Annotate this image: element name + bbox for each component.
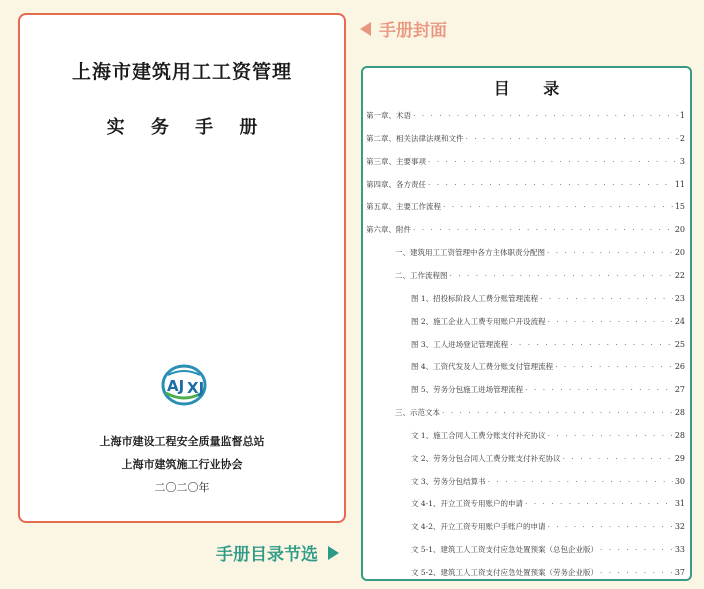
toc-callout-label: 手册目录节选 [216,545,318,565]
manual-cover [18,13,346,523]
toc-item[interactable] [411,567,685,579]
toc-item-page: 37 [674,568,685,577]
toc-item[interactable] [366,156,685,168]
toc-item[interactable] [411,430,685,442]
arrow-right-icon [328,546,339,560]
toc-item-title: 文 5-1、建筑工人工资支付应急处置预案（总包企业版） [411,545,598,555]
toc-item-title: 第一章、术语 [366,111,411,120]
toc-leader-dots [547,247,673,259]
cover-title: 上海市建筑用工工资管理 [71,61,292,83]
cover-subtitle: 实 务 手 册 [106,117,268,138]
toc-item-page: 23 [674,293,685,303]
toc-leader-dots [563,453,673,465]
toc-item[interactable] [411,316,685,328]
toc-leader-dots [540,293,673,305]
toc-item-title: 文 4-1、开立工资专用账户的申请 [411,499,523,509]
cover-callout [360,16,447,41]
toc-leader-dots [600,567,673,579]
toc-leader-dots [428,179,673,191]
toc-leader-dots [413,224,673,236]
toc-item[interactable] [366,179,685,191]
toc-item-title: 三、示范文本 [395,408,440,418]
toc-leader-dots [488,476,673,488]
toc-item-title: 一、建筑用工工资管理中各方主体职责分配图 [395,248,545,258]
toc-item-page: 25 [674,339,685,349]
toc-item[interactable] [411,339,685,351]
toc-leader-dots [547,521,672,533]
toc-item-title: 文 3、劳务分包结算书 [411,476,486,486]
toc-item-title: 文 4-2、开立工资专用账户手账户的申请 [411,522,546,532]
toc-item[interactable] [366,133,685,145]
toc-item-page: 20 [674,248,685,258]
toc-leader-dots [428,156,678,168]
toc-leader-dots [450,270,673,282]
toc-leader-dots [600,544,673,556]
toc-title: 目 录 [493,79,574,98]
toc-item-page: 28 [674,430,685,440]
toc-item-page: 28 [674,408,685,418]
toc-item-page: 32 [674,522,685,532]
toc-item-title: 图 1、招投标阶段人工费分账管理流程 [411,293,539,303]
toc-item-page: 24 [674,316,685,326]
toc-item-title: 二、工作流程图 [395,270,448,280]
toc-item[interactable] [411,544,685,556]
toc-item-page: 15 [674,202,685,212]
toc-item-page: 20 [674,225,685,235]
toc-item[interactable] [366,201,685,213]
toc-item-page: 2 [679,133,685,143]
toc-leader-dots [413,110,678,122]
toc-item[interactable] [411,384,685,396]
toc-leader-dots [443,201,673,213]
toc-item-page: 22 [674,270,685,280]
toc-item[interactable] [411,476,685,488]
toc-callout [216,540,339,565]
toc-item-title: 第六章、附件 [366,225,411,235]
svg-text:XJ: XJ [187,379,205,397]
toc-leader-dots [548,316,673,328]
toc-item-title: 图 2、施工企业人工费专用账户开设流程 [411,316,546,326]
toc-item-title: 第五章、主要工作流程 [366,202,441,212]
toc-item[interactable] [411,293,685,305]
arrow-left-icon [360,22,371,36]
toc-leader-dots [510,339,673,351]
toc-item-page: 33 [674,545,685,555]
toc-item-page: 30 [674,476,685,486]
org-name-2: 上海市建筑施工行业协会 [121,458,243,471]
toc-item[interactable] [366,110,685,122]
toc-item-title: 文 1、施工合同人工费分账支付补充协议 [411,430,546,440]
toc-item[interactable] [395,407,685,419]
toc-item-page: 31 [674,499,685,509]
toc-item-page: 26 [674,362,685,372]
toc-item[interactable] [411,521,685,533]
toc-item-title: 图 5、劳务分包施工进场管理流程 [411,385,524,395]
toc-leader-dots [442,407,673,419]
toc-leader-dots [548,430,673,442]
toc-item[interactable] [395,247,685,259]
toc-item-title: 文 5-2、建筑工人工资支付应急处置预案（劳务企业版） [411,568,598,577]
toc-item[interactable] [395,270,685,282]
toc-leader-dots [525,498,673,510]
toc-item-page: 3 [679,156,685,166]
toc-item-title: 图 4、工资代发及人工费分账支付管理流程 [411,362,554,372]
toc-item-page: 27 [674,385,685,395]
cover-year: 二〇二〇年 [154,481,210,494]
toc-leader-dots [555,361,673,373]
toc-item[interactable] [366,224,685,236]
toc-leader-dots [466,133,678,145]
toc-item[interactable] [411,361,685,373]
svg-text:AJ: AJ [167,377,185,395]
toc-item[interactable] [411,498,685,510]
table-of-contents [361,66,692,581]
toc-item[interactable] [411,453,685,465]
toc-item-page: 11 [674,179,685,189]
association-logo-icon [160,363,208,407]
toc-item-title: 第二章、相关法律法规和文件 [366,133,464,143]
org-name-1: 上海市建设工程安全质量监督总站 [99,435,265,448]
toc-item-title: 第三章、主要事项 [366,156,426,166]
toc-item-title: 图 3、工人进场登记管理流程 [411,339,509,349]
toc-leader-dots [525,384,673,396]
toc-item-title: 文 2、劳务分包合同人工费分账支付补充协议 [411,453,561,463]
toc-item-page: 1 [679,111,685,120]
toc-item-page: 29 [674,453,685,463]
toc-item-title: 第四章、各方责任 [366,179,426,189]
cover-callout-label: 手册封面 [379,21,447,41]
